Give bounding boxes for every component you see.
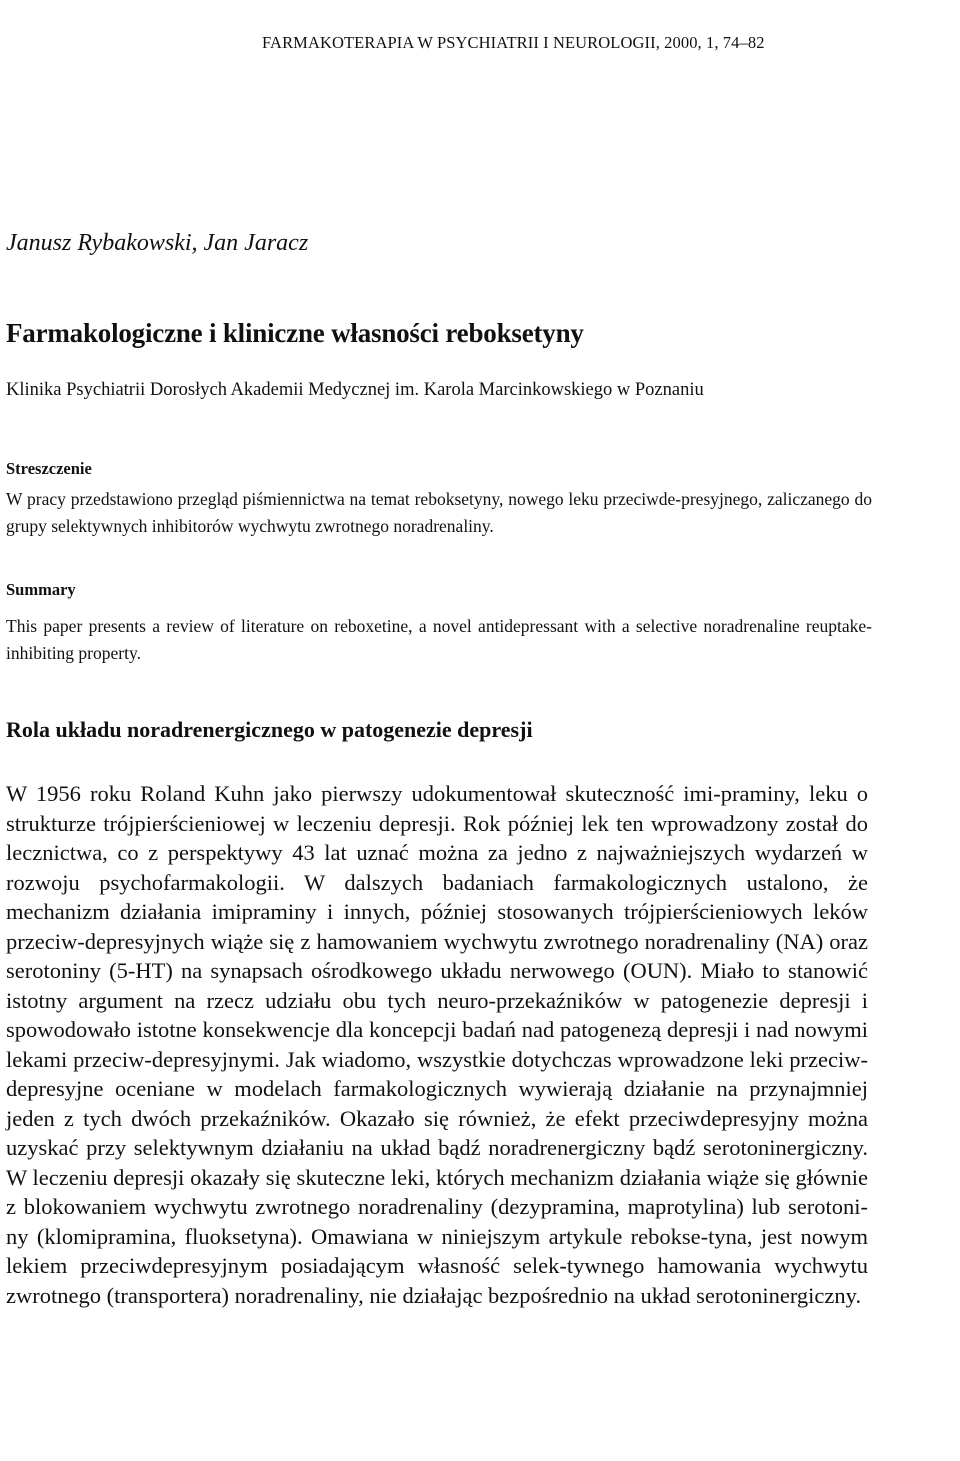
authors: Janusz Rybakowski, Jan Jaracz [6, 230, 309, 256]
section-body: W 1956 roku Roland Kuhn jako pierwszy udokumentował skuteczność imi-praminy, leku o strukturze trójpierścieniowej w leczeniu depresji. Rok później lek ten wprowadzony został do lecznictwa, co z perspektywy 43 lat uznać można za jedno z najważniejszych wydarzeń w rozwoju psychofarmakologii. W dalszych badaniach farmakologicznych ustalono, że mechanizm działania imipraminy i innych, później stosowanych trójpierścieniowych leków przeciw-depresyjnych wiąże się z hamowaniem wychwytu zwrotnego noradrenaliny (NA) oraz serotoniny (5-HT) na synapsach ośrodkowego układu nerwowego (OUN). Miało to stanowić istotny argument na rzecz udziału obu tych neuro-przekaźników w patogenezie depresji i spowodowało istotne konsekwencje dla koncepcji badań nad patogenezą depresji i nad nowymi lekami przeciw-depresyjnymi. Jak wiadomo, wszystkie dotychczas wprowadzone leki przeciw-depresyjne oceniane w modelach farmakologicznych wywierają działanie na przynajmniej jeden z tych dwóch przekaźników. Okazało się również, że efekt przeciwdepresyjny można uzyskać przy selektywnym działaniu na układ bądź noradrenergiczny bądź serotoninergiczny. W leczeniu depresji okazały się skuteczne leki, których mechanizm działania wiąże się głównie z blokowaniem wychwytu zwrotnego noradrenaliny (dezypramina, maprotylina) lub serotoni-ny (klomipramina, fluoksetyna). Omawiana w niniejszym artykule rebokse-tyna, jest nowym lekiem przeciwdepresyjnym posiadającym własność selek-tywnego hamowania wychwytu zwrotnego (transportera) noradrenaliny, nie działając bezpośrednio na układ serotoninergiczny. [6, 781, 868, 1308]
abstract-text-pl: W pracy przedstawiono przegląd piśmiennictwa na temat reboksetyny, nowego leku przeciwde-presyjnego, zaliczanego do grupy selektywnych inhibitorów wychwytu zwrotnego noradrenaliny. [6, 489, 872, 536]
section-heading: Rola układu noradrenergicznego w patogenezie depresji [6, 717, 533, 742]
abstract-heading-en: Summary [6, 580, 76, 599]
journal-header: FARMAKOTERAPIA W PSYCHIATRII I NEUROLOGII, 2000, 1, 74–82 [262, 33, 765, 52]
abstract-text-en: This paper presents a review of literature on reboxetine, a novel antidepressant with a selective noradrenaline reuptake-inhibiting property. [6, 616, 872, 663]
affiliation: Klinika Psychiatrii Dorosłych Akademii Medycznej im. Karola Marcinkowskiego w Poznaniu [6, 380, 704, 400]
abstract-heading-pl: Streszczenie [6, 459, 92, 478]
article-title: Farmakologiczne i kliniczne własności reboksetyny [6, 318, 584, 348]
